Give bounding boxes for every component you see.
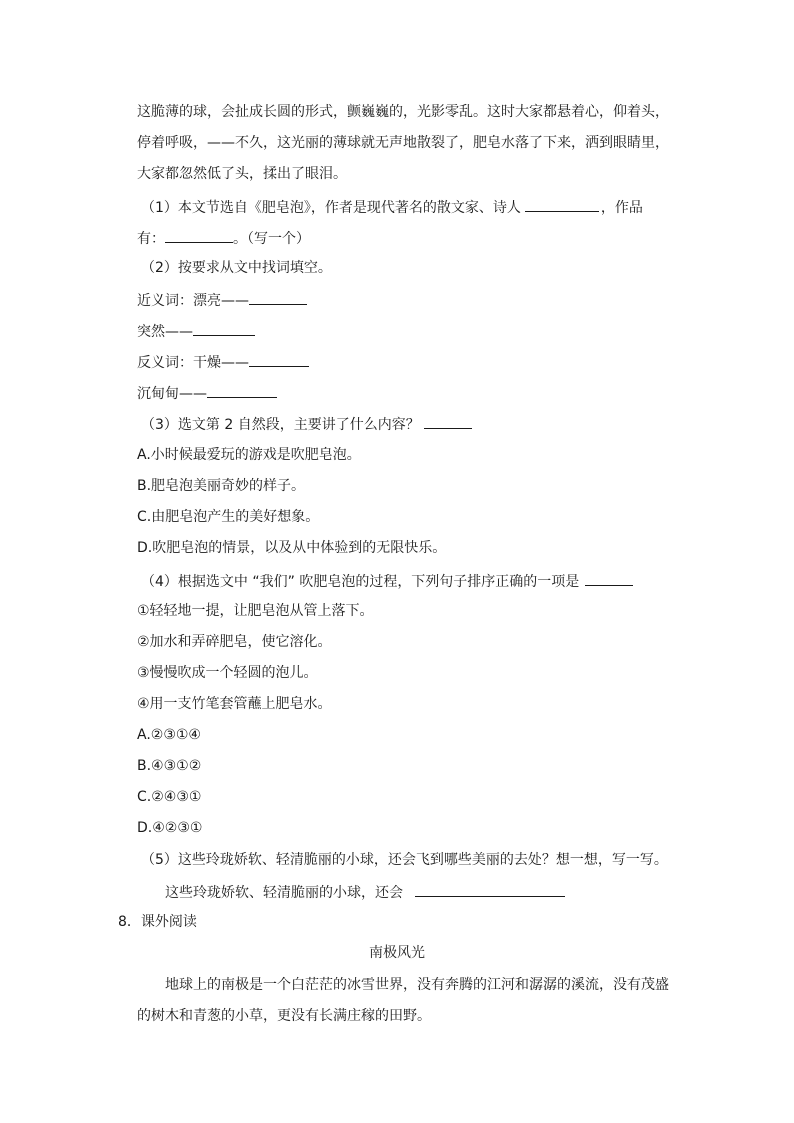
passage-line: 停着呼吸，——不久，这光丽的薄球就无声地散裂了，肥皂水落了下来，洒到眼睛里， [137,135,669,151]
question-3-line [141,413,472,433]
synonym-line [137,320,255,340]
answer-blank[interactable] [424,413,472,429]
answer-blank[interactable] [249,289,307,305]
question-2-title: （2）按要求从文中找词填空。 [141,260,332,276]
answer-blank[interactable] [193,320,255,336]
answer-blank[interactable] [249,351,309,367]
article-paragraph-line: 地球上的南极是一个白茫茫的冰雪世界，没有奔腾的江河和潺潺的溪流，没有茂盛 [165,977,669,993]
sentence-item: ②加水和弄碎肥皂，使它溶化。 [137,634,332,650]
antonym-line [137,382,277,402]
question-1-tail: ，作品 [600,200,643,216]
question-5-title: （5）这些玲珑娇软、轻清脆丽的小球，还会飞到哪些美丽的去处？想一想，写一写。 [141,852,668,868]
antonym-line [137,351,309,371]
synonym-label: 突然—— [137,324,193,340]
question-1-head: 有： [137,231,165,247]
answer-blank[interactable] [415,881,565,897]
question-1-line [137,227,310,247]
antonym-label: 反义词：干燥—— [137,355,249,371]
option-a[interactable]: A.小时候最爱玩的游戏是吹肥皂泡。 [137,447,361,463]
question-4-title: （4）根据选文中 “我们” 吹肥皂泡的过程，下列句子排序正确的一项是 [141,574,580,590]
answer-blank[interactable] [165,227,233,243]
option-c[interactable]: C.②④③① [137,789,202,805]
answer-blank[interactable] [525,196,599,212]
passage-line: 大家都忽然低了头，揉出了眼泪。 [137,166,347,182]
option-a[interactable]: A.②③①④ [137,727,201,743]
sentence-item: ④用一支竹笔套管蘸上肥皂水。 [137,696,332,712]
synonym-label: 近义词：漂亮—— [137,293,249,309]
section-heading: 8．课外阅读 [118,914,197,930]
answer-blank[interactable] [585,570,633,586]
article-title: 南极风光 [369,945,425,961]
question-4-line [141,570,633,590]
answer-blank[interactable] [207,382,277,398]
synonym-line [137,289,307,309]
option-c[interactable]: C.由肥皂泡产生的美好想象。 [137,509,320,525]
question-1-tail: 。（写一个） [233,231,310,247]
option-d[interactable]: D.④②③① [137,820,203,836]
question-1-line [141,196,643,216]
passage-line: 这脆薄的球，会扯成长圆的形式，颤巍巍的，光影零乱。这时大家都悬着心，仰着头， [137,104,669,120]
question-3-title: （3）选文第 2 自然段，主要讲了什么内容？ [141,417,420,433]
sentence-item: ③慢慢吹成一个轻圆的泡儿。 [137,665,318,681]
article-paragraph-line: 的树木和青葱的小草，更没有长满庄稼的田野。 [137,1008,431,1024]
question-1-text: （1）本文节选自《肥皂泡》，作者是现代著名的散文家、诗人 [141,200,521,216]
answer-prefix: 这些玲珑娇软、轻清脆丽的小球，还会 [165,885,403,901]
option-b[interactable]: B.④③①② [137,758,202,774]
antonym-label: 沉甸甸—— [137,386,207,402]
option-d[interactable]: D.吹肥皂泡的情景，以及从中体验到的无限快乐。 [137,540,447,556]
option-b[interactable]: B.肥皂泡美丽奇妙的样子。 [137,478,306,494]
sentence-item: ①轻轻地一提，让肥皂泡从管上落下。 [137,603,374,619]
question-5-answer-line [165,881,565,901]
